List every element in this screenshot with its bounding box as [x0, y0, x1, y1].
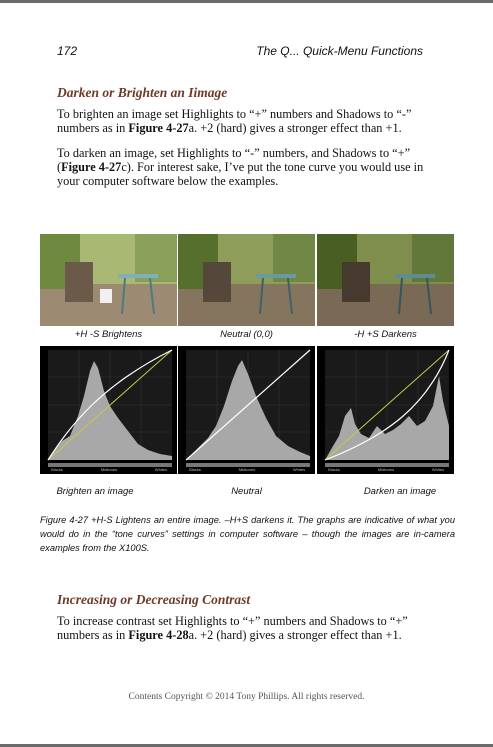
section-heading-darken-brighten: Darken or Brighten an Iimage [57, 85, 228, 100]
paragraph-text: a. +2 (hard) gives a stronger effect than +1. [188, 121, 402, 136]
copyright-footer: Contents Copyright © 2014 Tony Phillips. All rights reserved. [128, 692, 365, 702]
axis-label-blacks: Blacks [328, 467, 340, 472]
tone-curve-brighten [40, 346, 177, 474]
garden-photo-darken [317, 234, 454, 326]
top-border [0, 0, 493, 3]
photo-darken [317, 234, 454, 326]
histogram-graph-brighten [40, 346, 177, 474]
photo-brighten [40, 234, 177, 326]
figure-reference: Figure 4-27 [61, 160, 122, 175]
axis-label-midtones: Midtones [100, 467, 118, 472]
photo-neutral [178, 234, 315, 326]
axis-label-whites: Whites [431, 467, 445, 472]
paragraph-text: To darken an image, set Highlights to “-” numbers, and Shadows to “+” ( [57, 146, 411, 175]
garden-photo-brighten [40, 234, 177, 326]
paragraph-contrast [57, 614, 443, 642]
axis-label-whites: Whites [154, 467, 168, 472]
histogram-graph-darken [317, 346, 454, 474]
photo-caption-neutral: Neutral (0,0) [220, 329, 273, 340]
figure-caption: Figure 4-27 +H-S Lightens an entire image. –H+S darkens it. The graphs are indicative of what you would do in the “tone curves” settings in computer software – though the images are in-camera examples from the X100S. [40, 515, 455, 553]
axis-label-blacks: Blacks [51, 467, 63, 472]
histogram-graph-neutral [178, 346, 315, 474]
photo-caption-darken: -H +S Darkens [354, 329, 417, 340]
tone-curve-darken [317, 346, 454, 474]
tone-curve-neutral [178, 346, 315, 474]
paragraph-darken [57, 146, 443, 189]
axis-label-midtones: Midtones [377, 467, 395, 472]
axis-label-midtones: Midtones [238, 467, 256, 472]
graph-caption-neutral: Neutral [231, 486, 262, 497]
garden-photo-neutral [178, 234, 315, 326]
paragraph-text: To increase contrast set Highlights to “+” numbers and Shadows to “+” numbers as in [57, 614, 408, 643]
page-number: 172 [57, 44, 78, 58]
paragraph-text: To brighten an image set Highlights to “+” numbers and Shadows to “-” numbers as in [57, 107, 412, 136]
section-heading-contrast: Increasing or Decreasing Contrast [57, 592, 251, 607]
photo-caption-brighten: +H -S Brightens [74, 329, 143, 340]
figure-reference: Figure 4-27 [128, 121, 189, 136]
axis-label-blacks: Blacks [189, 467, 201, 472]
paragraph-brighten [57, 107, 443, 135]
paragraph-text: c). For interest sake, I’ve put the tone curve you would use in your computer software below the examples. [57, 160, 424, 189]
graph-caption-brighten: Brighten an image [56, 486, 134, 497]
paragraph-text: a. +2 (hard) gives a stronger effect than +1. [188, 628, 402, 643]
running-title: The Q... Quick-Menu Functions [256, 44, 423, 58]
graph-caption-darken: Darken an image [363, 486, 437, 497]
axis-label-whites: Whites [292, 467, 306, 472]
figure-reference: Figure 4-28 [128, 628, 189, 643]
